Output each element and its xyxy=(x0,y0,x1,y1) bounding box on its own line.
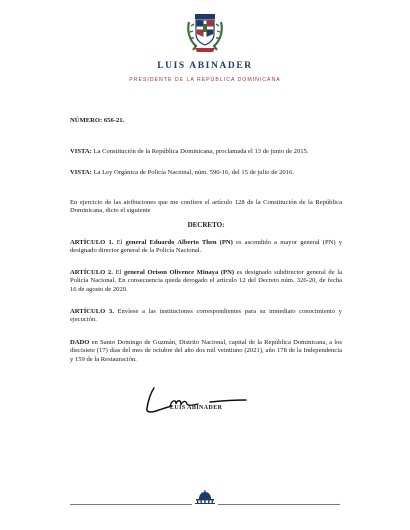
article-label: ARTÍCULO 3. xyxy=(70,308,114,315)
vista-text: La Ley Orgánica de Policía Nacional, núm. 590-16, del 15 de julio de 2016. xyxy=(91,169,294,176)
given-label: DADO xyxy=(70,339,90,346)
coat-of-arms-icon xyxy=(186,10,224,54)
given-text: en Santo Domingo de Guzmán, Distrito Nacional, capital de la República Dominicana, a los diecisiete (17) días del mes de octubre del año dos mil veintiuno (2021), año 178 de la Independencia y 159 de la Restauración. xyxy=(70,339,342,363)
article-text: Envíese a las instituciones correspondientes para su inmediato conocimiento y ejecución. xyxy=(70,308,342,324)
article-text: El xyxy=(113,239,126,246)
vista-police-law xyxy=(70,169,342,177)
decree-heading: DECRETO: xyxy=(187,221,225,229)
article-text: es designado subdirector general de la Policía Nacional. En consecuencia queda derogado el artículo 12 del Decreto núm. 326-20, de fecha 16 de agosto de 2020. xyxy=(70,269,342,293)
vista-label: VISTA: xyxy=(70,169,92,176)
given-paragraph xyxy=(70,339,342,364)
article-person: general Orison Olivence Minaya (PN) xyxy=(123,269,235,276)
vista-text: La Constitución de la República Dominicana, proclamada el 13 de junio de 2015. xyxy=(91,148,309,155)
president-title: PRESIDENTE DE LA REPÚBLICA DOMINICANA xyxy=(129,77,281,83)
palace-dome-icon xyxy=(194,490,216,504)
signatory-name: LUIS ABINADER xyxy=(170,405,223,411)
vista-label: VISTA: xyxy=(70,148,92,155)
article-text: es ascendido a mayor general (PN) y designado director general de la Policía Nacional. xyxy=(70,239,342,255)
footer-divider-left xyxy=(70,504,192,505)
article-label: ARTÍCULO 2. xyxy=(70,269,113,276)
article-2 xyxy=(70,269,342,294)
president-name: LUIS ABINADER xyxy=(157,61,253,71)
decree-number: NÚMERO: 656-21. xyxy=(70,117,125,124)
handwritten-signature xyxy=(142,384,252,416)
footer-divider-right xyxy=(218,504,340,505)
vista-constitution xyxy=(70,148,342,156)
preamble-paragraph: En ejercicio de las atribuciones que me confiere el artículo 128 de la Constitución de la República Dominicana, dicto el siguiente xyxy=(70,199,342,215)
article-3 xyxy=(70,308,342,325)
article-label: ARTÍCULO 1. xyxy=(70,239,114,246)
article-person: general Eduardo Alberto Then (PN) xyxy=(125,239,233,246)
article-text: El xyxy=(112,269,124,276)
article-1 xyxy=(70,239,342,256)
